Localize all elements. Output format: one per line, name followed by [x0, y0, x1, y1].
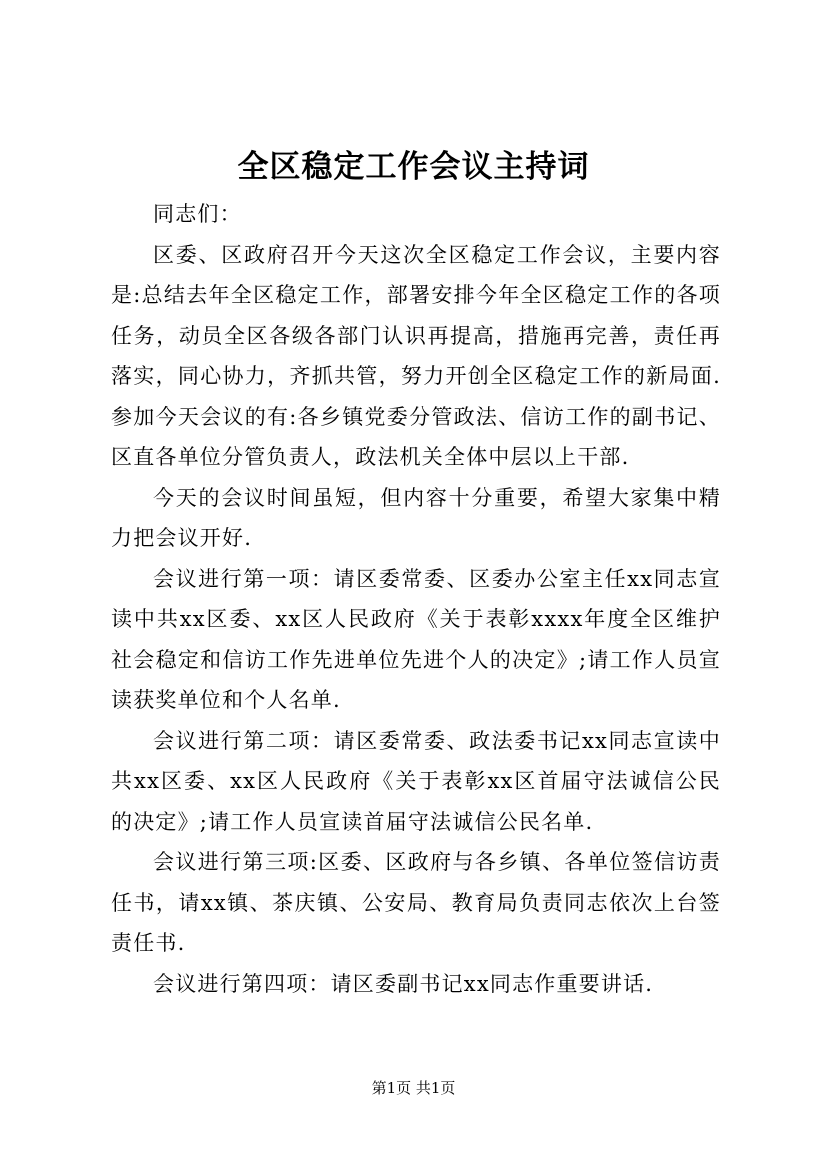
paragraph-intro: 区委、区政府召开今天这次全区稳定工作会议，主要内容是:总结去年全区稳定工作，部署安排今年全区稳定工作的各项任务，动员全区各级各部门认识再提高，措施再完善，责任再落实，同心协力，齐抓共管，努力开创全区稳定工作的新局面.参加今天会议的有:各乡镇党委分管政法、信访工作的副书记、区直各单位分管负责人，政法机关全体中层以上干部. — [111, 242, 721, 469]
document-title: 全区稳定工作会议主持词 — [237, 149, 590, 185]
paragraph-reminder: 今天的会议时间虽短，但内容十分重要，希望大家集中精力把会议开好. — [111, 485, 721, 550]
page-number-footer: 第1页 共1页 — [371, 1079, 456, 1097]
paragraph-item-3: 会议进行第三项:区委、区政府与各乡镇、各单位签信访责任书，请xx镇、茶庆镇、公安局、教育局负责同志依次上台签责任书. — [111, 850, 721, 955]
salutation: 同志们： — [153, 202, 242, 226]
document-body — [111, 194, 721, 1004]
paragraph-item-4: 会议进行第四项：请区委副书记xx同志作重要讲话. — [153, 971, 654, 996]
paragraph-item-2: 会议进行第二项：请区委常委、政法委书记xx同志宣读中共xx区委、xx区人民政府《关于表彰xx区首届守法诚信公民的决定》;请工作人员宣读首届守法诚信公民名单. — [111, 728, 721, 834]
paragraph-item-1: 会议进行第一项：请区委常委、区委办公室主任xx同志宣读中共xx区委、xx区人民政府《关于表彰xxxx年度全区维护社会稳定和信访工作先进单位先进个人的决定》;请工作人员宣读获奖单位和个人名单. — [111, 566, 721, 712]
